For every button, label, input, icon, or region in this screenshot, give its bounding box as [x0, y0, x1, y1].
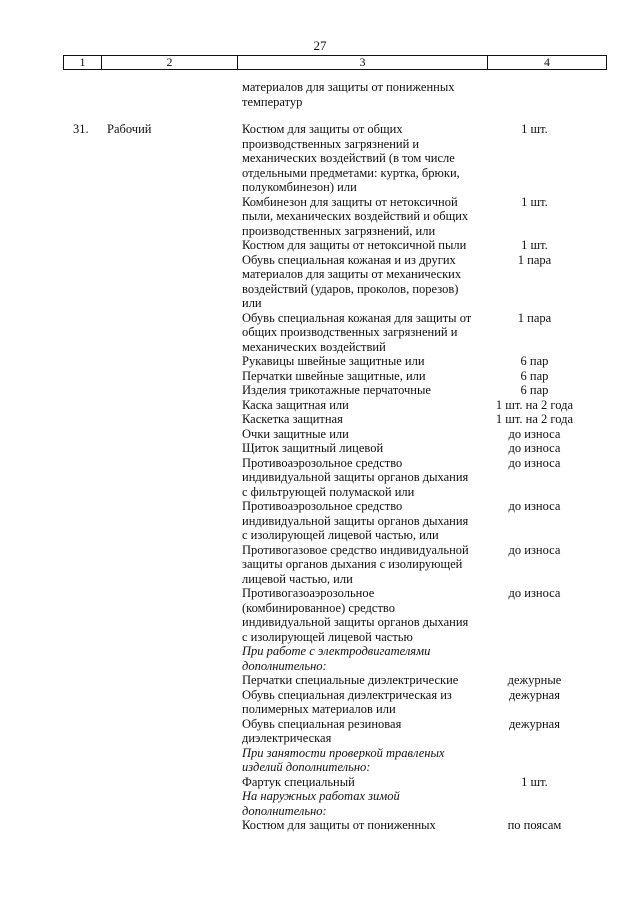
equipment-item — [242, 717, 582, 746]
description-line: При работе с электродвигателями — [242, 644, 431, 658]
column-header-4: 4 — [544, 55, 550, 69]
equipment-quantity: 1 пара — [517, 310, 552, 325]
description-line: механических воздействий (в том числе — [242, 151, 455, 165]
equipment-item — [242, 253, 582, 311]
equipment-quantity: до износа — [508, 426, 561, 441]
description-line: полимерных материалов или — [242, 702, 396, 716]
equipment-description — [242, 673, 475, 688]
equipment-description — [242, 383, 475, 398]
equipment-description — [242, 688, 475, 717]
description-line: (комбинированное) средство — [242, 600, 395, 615]
equipment-description — [242, 311, 475, 355]
description-line: механических воздействий — [242, 339, 386, 354]
equipment-quantity — [487, 644, 582, 673]
description-line: производственных загрязнений, или — [242, 223, 436, 238]
equipment-quantity: 1 шт. — [521, 122, 548, 136]
equipment-description — [242, 238, 475, 253]
description-line: общих производственных загрязнений и — [242, 325, 458, 339]
equipment-description — [242, 122, 475, 195]
equipment-quantity: 1 шт. на 2 года — [495, 412, 574, 426]
equipment-item — [242, 311, 582, 355]
entry-role: Рабочий — [107, 122, 152, 136]
equipment-quantity: 1 шт. — [521, 238, 548, 252]
equipment-description — [242, 499, 475, 543]
description-line: индивидуальной защиты органов дыхания — [242, 513, 469, 528]
description-line: Противоаэрозольное средство — [242, 455, 403, 470]
equipment-quantity: до износа — [508, 542, 561, 557]
equipment-quantity: 6 пар — [520, 354, 549, 368]
continued-line: температур — [242, 94, 303, 109]
continued-text — [242, 80, 492, 109]
equipment-item — [242, 369, 582, 384]
equipment-item — [242, 354, 582, 369]
description-line: лицевой частью, или — [242, 571, 353, 586]
equipment-description — [242, 789, 475, 818]
equipment-quantity: дежурная — [508, 687, 560, 702]
description-line: Обувь специальная кожаная и из других — [242, 252, 456, 267]
equipment-quantity: по поясам — [507, 818, 562, 832]
equipment-item — [242, 775, 582, 790]
description-line: Изделия трикотажные перчаточные — [242, 383, 431, 397]
description-line: Костюм для защиты от пониженных — [242, 818, 436, 832]
equipment-quantity — [487, 746, 582, 775]
equipment-item — [242, 238, 582, 253]
description-line: с изолирующей лицевой частью — [242, 629, 413, 644]
equipment-description — [242, 717, 475, 746]
description-line: Перчатки специальные диэлектрические — [242, 673, 459, 687]
description-line: индивидуальной защиты органов дыхания — [242, 470, 469, 484]
description-line: Противогазоаэрозольное — [242, 586, 375, 600]
description-line: или — [242, 296, 262, 310]
description-line: пыли, механических воздействий и общих — [242, 209, 469, 223]
equipment-item — [242, 412, 582, 427]
equipment-item — [242, 499, 582, 543]
equipment-description — [242, 543, 475, 587]
continued-line: материалов для защиты от пониженных — [242, 80, 455, 94]
equipment-item — [242, 441, 582, 456]
description-line: защиты органов дыхания с изолирующей — [242, 557, 463, 571]
equipment-description — [242, 398, 475, 413]
equipment-description — [242, 427, 475, 442]
equipment-quantity: дежурные — [507, 673, 562, 687]
equipment-description — [242, 354, 475, 369]
equipment-description — [242, 746, 475, 775]
column-header-2: 2 — [102, 56, 238, 69]
equipment-quantity — [487, 789, 582, 818]
equipment-list — [242, 122, 582, 833]
column-header-3: 3 — [238, 56, 488, 69]
equipment-quantity: 6 пар — [520, 368, 549, 383]
equipment-quantity: 1 пара — [517, 252, 552, 267]
page-number: 27 — [313, 38, 327, 53]
equipment-description — [242, 456, 475, 500]
description-line: материалов для защиты от механических — [242, 267, 462, 281]
equipment-item — [242, 456, 582, 500]
equipment-quantity: 6 пар — [520, 383, 549, 397]
description-line: Костюм для защиты от нетоксичной пыли — [242, 238, 467, 252]
description-line: Фартук специальный — [242, 774, 355, 789]
description-line: При занятости проверкой травленых — [242, 745, 445, 760]
equipment-item — [242, 673, 582, 688]
description-line: Очки защитные или — [242, 426, 349, 441]
section-note — [242, 789, 582, 818]
equipment-description — [242, 818, 475, 833]
entry-number: 31. — [73, 122, 89, 136]
description-line: Обувь специальная резиновая — [242, 716, 402, 731]
description-line: дополнительно: — [242, 803, 327, 818]
equipment-item — [242, 122, 582, 195]
description-line: диэлектрическая — [242, 731, 332, 745]
section-note — [242, 644, 582, 673]
equipment-item — [242, 383, 582, 398]
equipment-quantity: до износа — [508, 455, 561, 470]
description-line: с фильтрующей полумаской или — [242, 484, 415, 499]
equipment-item — [242, 398, 582, 413]
equipment-description — [242, 412, 475, 427]
equipment-item — [242, 543, 582, 587]
equipment-quantity: до износа — [508, 586, 561, 600]
description-line: Комбинезон для защиты от нетоксичной — [242, 194, 458, 209]
equipment-description — [242, 195, 475, 239]
equipment-quantity: до износа — [508, 441, 561, 455]
equipment-item — [242, 688, 582, 717]
description-line: отдельными предметами: куртка, брюки, — [242, 165, 460, 180]
description-line: Щиток защитный лицевой — [242, 441, 384, 455]
description-line: изделий дополнительно: — [242, 760, 371, 774]
equipment-item — [242, 586, 582, 644]
equipment-quantity: 1 шт. — [521, 774, 548, 789]
description-line: Каскетка защитная — [242, 412, 343, 426]
description-line: Обувь специальная диэлектрическая из — [242, 687, 452, 702]
equipment-description — [242, 586, 475, 644]
description-line: Обувь специальная кожаная для защиты от — [242, 310, 472, 325]
description-line: Костюм для защиты от общих — [242, 122, 403, 136]
description-line: полукомбинезон) или — [242, 180, 357, 194]
equipment-quantity: 1 шт. на 2 года — [495, 397, 574, 412]
description-line: индивидуальной защиты органов дыхания — [242, 615, 469, 629]
equipment-item — [242, 195, 582, 239]
description-line: Перчатки швейные защитные, или — [242, 368, 426, 383]
equipment-quantity: дежурная — [508, 716, 560, 731]
equipment-description — [242, 369, 475, 384]
description-line: На наружных работах зимой — [242, 789, 400, 803]
description-line: Противогазовое средство индивидуальной — [242, 542, 469, 557]
description-line: Каска защитная или — [242, 397, 349, 412]
equipment-item — [242, 427, 582, 442]
equipment-quantity: до износа — [508, 499, 561, 513]
column-header-1: 1 — [64, 56, 102, 69]
equipment-description — [242, 775, 475, 790]
description-line: дополнительно: — [242, 658, 327, 673]
description-line: Противоаэрозольное средство — [242, 499, 403, 513]
description-line: с изолирующей лицевой частью, или — [242, 528, 439, 542]
description-line: воздействий (ударов, проколов, порезов) — [242, 281, 459, 296]
description-line: производственных загрязнений и — [242, 136, 420, 151]
equipment-description — [242, 441, 475, 456]
equipment-description — [242, 644, 475, 673]
section-note — [242, 746, 582, 775]
equipment-description — [242, 253, 475, 311]
column-header-row — [63, 55, 607, 70]
equipment-item — [242, 818, 582, 833]
equipment-quantity: 1 шт. — [521, 194, 548, 209]
description-line: Рукавицы швейные защитные или — [242, 354, 425, 368]
